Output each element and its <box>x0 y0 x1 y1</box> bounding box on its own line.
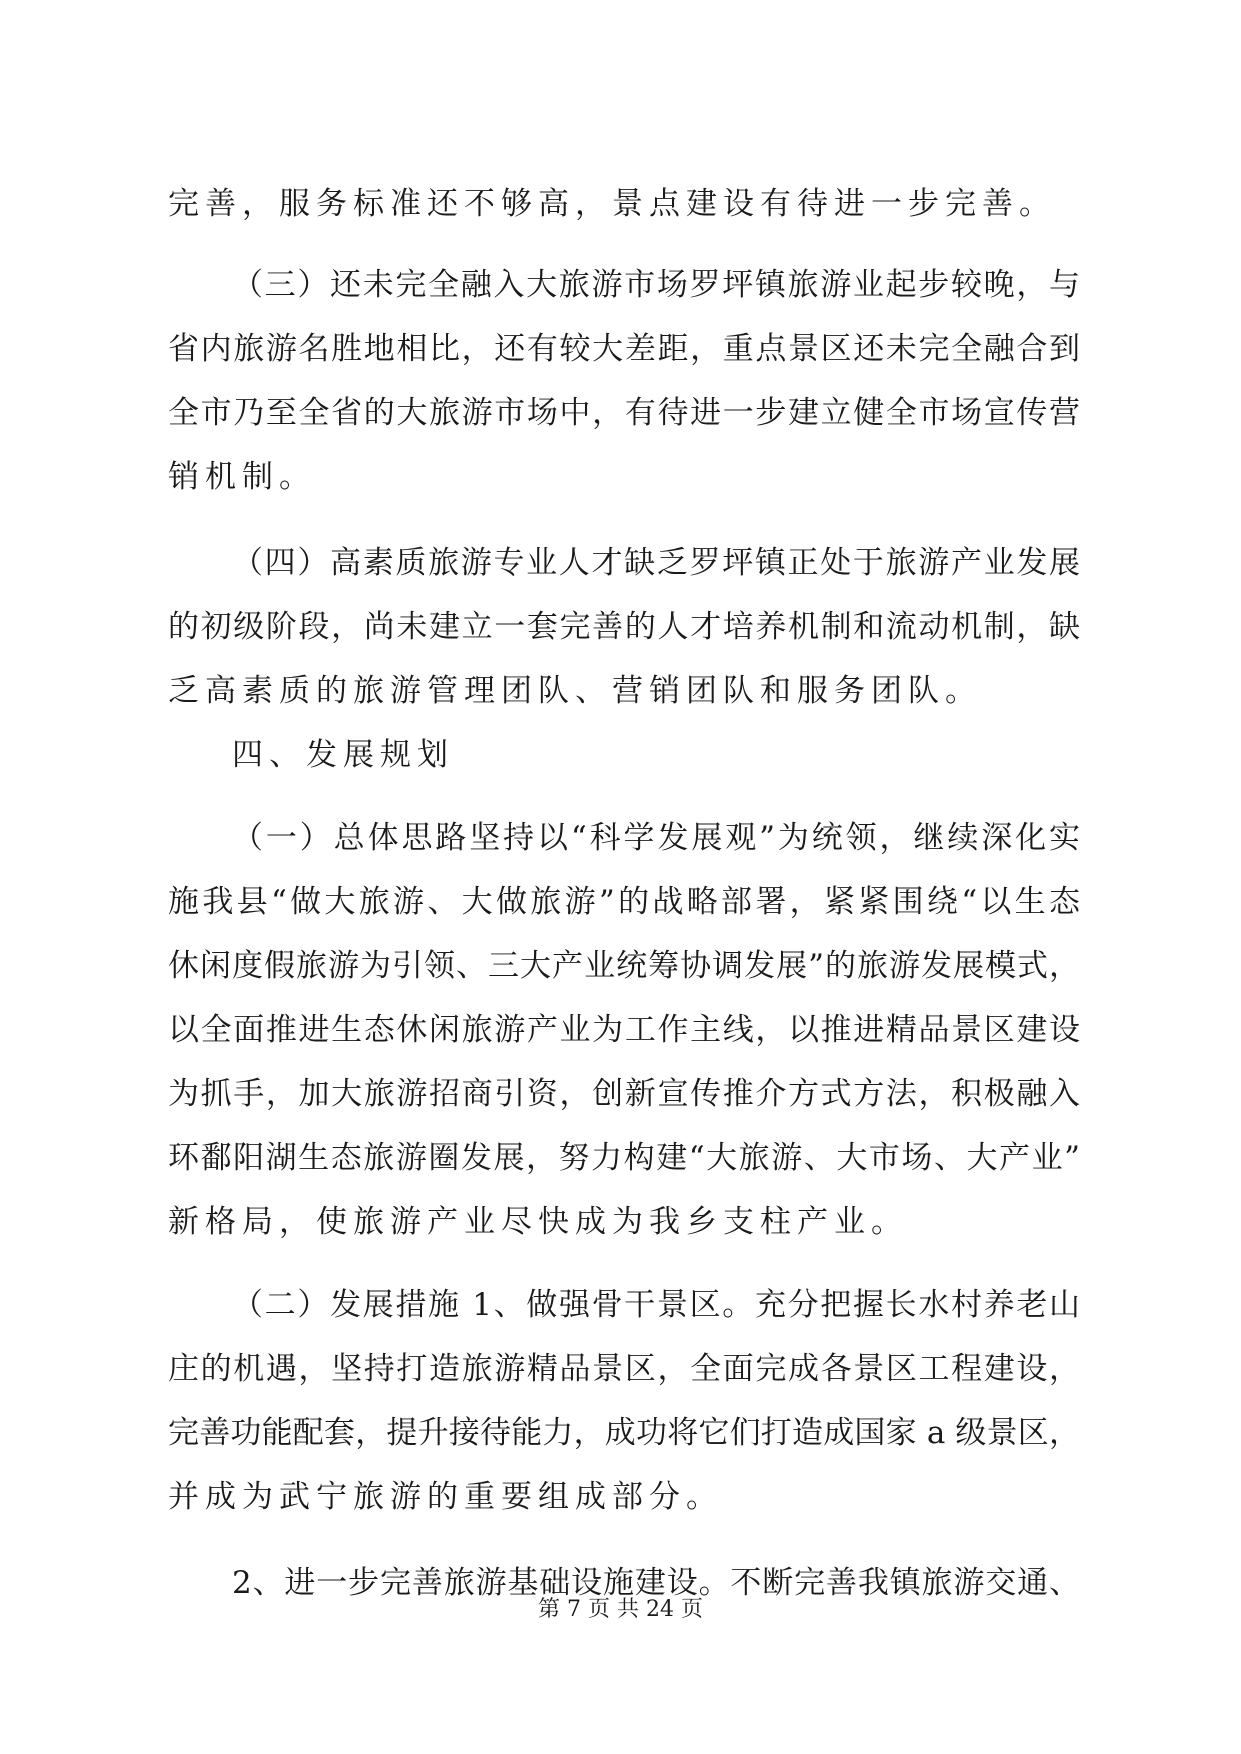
text-line: 全市乃至全省的大旅游市场中，有待进一步建立健全市场宣传营 <box>168 395 1080 431</box>
text-line: 完善，服务标准还不够高，景点建设有待进一步完善。 <box>168 186 1056 222</box>
text-line: （三）还未完全融入大旅游市场罗坪镇旅游业起步较晚，与 <box>232 267 1080 303</box>
text-line: 庄的机遇，坚持打造旅游精品景区，全面完成各景区工程建设， <box>168 1351 1080 1387</box>
text-line: 完善功能配套，提升接待能力，成功将它们打造成国家 a 级景区， <box>168 1415 1080 1451</box>
text-line: （一）总体思路坚持以“科学发展观”为统领，继续深化实 <box>232 820 1080 856</box>
text-line: 新格局，使旅游产业尽快成为我乡支柱产业。 <box>168 1204 908 1240</box>
text-line: 环鄱阳湖生态旅游圈发展，努力构建“大旅游、大市场、大产业” <box>168 1140 1080 1176</box>
section-heading: 四、发展规划 <box>232 737 454 773</box>
text-line: 销机制。 <box>168 459 316 495</box>
text-line: 为抓手，加大旅游招商引资，创新宣传推介方式方法，积极融入 <box>168 1076 1080 1112</box>
text-line: 省内旅游名胜地相比，还有较大差距，重点景区还未完全融合到 <box>168 331 1080 367</box>
text-line: 的初级阶段，尚未建立一套完善的人才培养机制和流动机制，缺 <box>168 609 1080 645</box>
text-line: 2、进一步完善旅游基础设施建设。不断完善我镇旅游交通、 <box>232 1565 1080 1601</box>
text-line: 以全面推进生态休闲旅游产业为工作主线，以推进精品景区建设 <box>168 1012 1080 1048</box>
text-line: （二）发展措施 1、做强骨干景区。充分把握长水村养老山 <box>232 1287 1080 1323</box>
text-line: 休闲度假旅游为引领、三大产业统筹协调发展”的旅游发展模式， <box>168 948 1080 984</box>
text-line: （四）高素质旅游专业人才缺乏罗坪镇正处于旅游产业发展 <box>232 545 1080 581</box>
page-number: 第 7 页 共 24 页 <box>538 1597 703 1622</box>
text-line: 并成为武宁旅游的重要组成部分。 <box>168 1479 723 1515</box>
text-line: 施我县“做大旅游、大做旅游”的战略部署，紧紧围绕“以生态 <box>168 884 1080 920</box>
text-line: 乏高素质的旅游管理团队、营销团队和服务团队。 <box>168 673 982 709</box>
